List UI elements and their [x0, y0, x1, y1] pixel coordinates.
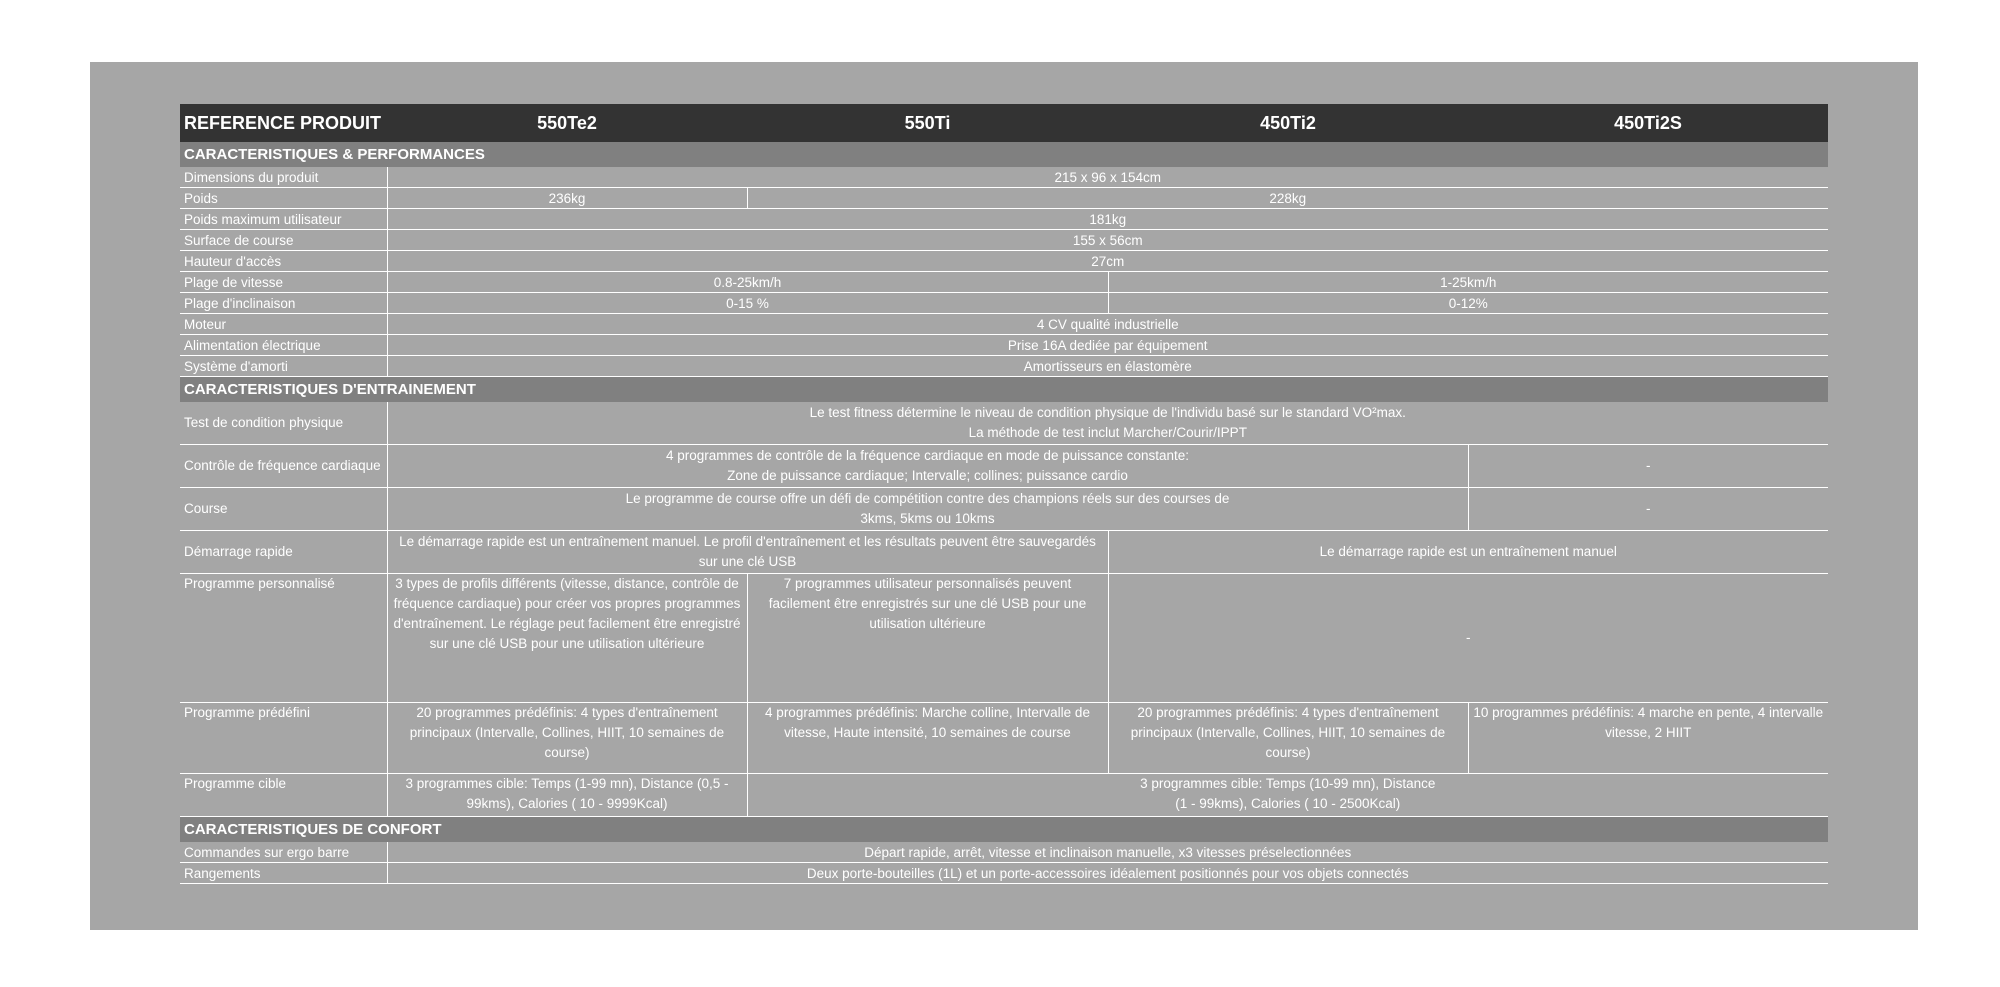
row-label: Démarrage rapide	[180, 531, 387, 574]
row-label: Poids maximum utilisateur	[180, 209, 387, 230]
row-value: 27cm	[387, 251, 1828, 272]
table-row	[180, 863, 1828, 884]
row-value: 3 types de profils différents (vitesse, distance, contrôle de fréquence cardiaque) pour créer vos propres programmes d'entraînement. Le réglage peut facilement être enregistré sur une clé USB pour une utilisation ultérieure	[387, 574, 747, 703]
row-value-line: Le programme de course offre un défi de compétition contre des champions réels sur des courses de	[625, 491, 1230, 506]
table-row	[180, 402, 1828, 445]
table-row	[180, 574, 1828, 703]
model-450ti2s: 450Ti2S	[1468, 104, 1828, 142]
row-value: 1-25km/h	[1108, 272, 1828, 293]
table-row	[180, 774, 1828, 817]
row-value: Amortisseurs en élastomère	[387, 356, 1828, 377]
row-label: Système d'amorti	[180, 356, 387, 377]
row-value: 4 programmes prédéfinis: Marche colline, Intervalle de vitesse, Haute intensité, 10 semaines de course	[747, 703, 1108, 774]
row-value: Le démarrage rapide est un entraînement manuel. Le profil d'entraînement et les résultats peuvent être sauvegardés sur une clé USB	[387, 531, 1108, 574]
row-value-line: La méthode de test inclut Marcher/Courir/IPPT	[968, 425, 1247, 440]
table-row	[180, 251, 1828, 272]
row-value	[747, 774, 1828, 817]
row-label: Commandes sur ergo barre	[180, 842, 387, 863]
row-value: -	[1468, 488, 1828, 531]
row-value: 0-12%	[1108, 293, 1828, 314]
table-row	[180, 703, 1828, 774]
section-performances	[180, 142, 1828, 167]
row-label: Hauteur d'accès	[180, 251, 387, 272]
row-label: Dimensions du produit	[180, 167, 387, 188]
section-title: CARACTERISTIQUES D'ENTRAINEMENT	[180, 377, 1828, 403]
table-row	[180, 314, 1828, 335]
row-value-line: Zone de puissance cardiaque; Intervalle; collines; puissance cardio	[727, 468, 1128, 483]
table-row	[180, 272, 1828, 293]
table-row	[180, 335, 1828, 356]
row-value: 0-15 %	[387, 293, 1108, 314]
row-label: Contrôle de fréquence cardiaque	[180, 445, 387, 488]
row-value: Le démarrage rapide est un entraînement manuel	[1108, 531, 1828, 574]
section-confort	[180, 817, 1828, 843]
table-row	[180, 531, 1828, 574]
table-row	[180, 842, 1828, 863]
table-row	[180, 167, 1828, 188]
table-row	[180, 230, 1828, 251]
model-450ti2: 450Ti2	[1108, 104, 1468, 142]
section-title: CARACTERISTIQUES & PERFORMANCES	[180, 142, 1828, 167]
row-value: -	[1108, 574, 1828, 703]
row-value: 20 programmes prédéfinis: 4 types d'entraînement principaux (Intervalle, Collines, HIIT, 10 semaines de course)	[387, 703, 747, 774]
table-row	[180, 209, 1828, 230]
row-value: 3 programmes cible: Temps (1-99 mn), Distance (0,5 - 99kms), Calories ( 10 - 9999Kcal)	[387, 774, 747, 817]
section-title: CARACTERISTIQUES DE CONFORT	[180, 817, 1828, 843]
table-row	[180, 445, 1828, 488]
row-value: 181kg	[387, 209, 1828, 230]
header-row	[180, 104, 1828, 142]
row-value: -	[1468, 445, 1828, 488]
row-label: Alimentation électrique	[180, 335, 387, 356]
header-label: REFERENCE PRODUIT	[180, 104, 387, 142]
row-value-line: (1 - 99kms), Calories ( 10 - 2500Kcal)	[1175, 796, 1401, 811]
row-value: 4 CV qualité industrielle	[387, 314, 1828, 335]
row-label: Rangements	[180, 863, 387, 884]
row-value: 236kg	[387, 188, 747, 209]
row-value-line: 3 programmes cible: Temps (10-99 mn), Distance	[1140, 776, 1436, 791]
row-value: 155 x 56cm	[387, 230, 1828, 251]
row-label: Plage de vitesse	[180, 272, 387, 293]
row-value: Départ rapide, arrêt, vitesse et inclinaison manuelle, x3 vitesses préselectionnées	[387, 842, 1828, 863]
spec-table	[180, 104, 1828, 884]
row-value: 215 x 96 x 154cm	[387, 167, 1828, 188]
table-row	[180, 293, 1828, 314]
row-value: 228kg	[747, 188, 1828, 209]
row-value	[387, 445, 1468, 488]
row-value: 20 programmes prédéfinis: 4 types d'entraînement principaux (Intervalle, Collines, HIIT, 10 semaines de course)	[1108, 703, 1468, 774]
table-row	[180, 488, 1828, 531]
row-value: 7 programmes utilisateur personnalisés peuvent facilement être enregistrés sur une clé USB pour une utilisation ultérieure	[747, 574, 1108, 703]
row-value: 0.8-25km/h	[387, 272, 1108, 293]
row-value-line: Le test fitness détermine le niveau de condition physique de l'individu basé sur le standard VO²max.	[809, 405, 1406, 420]
row-label: Course	[180, 488, 387, 531]
row-label: Poids	[180, 188, 387, 209]
row-label: Programme cible	[180, 774, 387, 817]
model-550ti: 550Ti	[747, 104, 1108, 142]
section-entrainement	[180, 377, 1828, 403]
row-value-line: 3kms, 5kms ou 10kms	[860, 511, 995, 526]
row-label: Plage d'inclinaison	[180, 293, 387, 314]
row-value: Prise 16A dediée par équipement	[387, 335, 1828, 356]
row-value	[387, 402, 1828, 445]
row-label: Test de condition physique	[180, 402, 387, 445]
table-row	[180, 188, 1828, 209]
row-value: Deux porte-bouteilles (1L) et un porte-accessoires idéalement positionnés pour vos objets connectés	[387, 863, 1828, 884]
row-label: Programme prédéfini	[180, 703, 387, 774]
row-value-line: 4 programmes de contrôle de la fréquence cardiaque en mode de puissance constante:	[665, 448, 1190, 463]
table-row	[180, 356, 1828, 377]
row-label: Surface de course	[180, 230, 387, 251]
row-value	[387, 488, 1468, 531]
model-550te2: 550Te2	[387, 104, 747, 142]
row-value: 10 programmes prédéfinis: 4 marche en pente, 4 intervalle vitesse, 2 HIIT	[1468, 703, 1828, 774]
row-label: Moteur	[180, 314, 387, 335]
row-label: Programme personnalisé	[180, 574, 387, 703]
